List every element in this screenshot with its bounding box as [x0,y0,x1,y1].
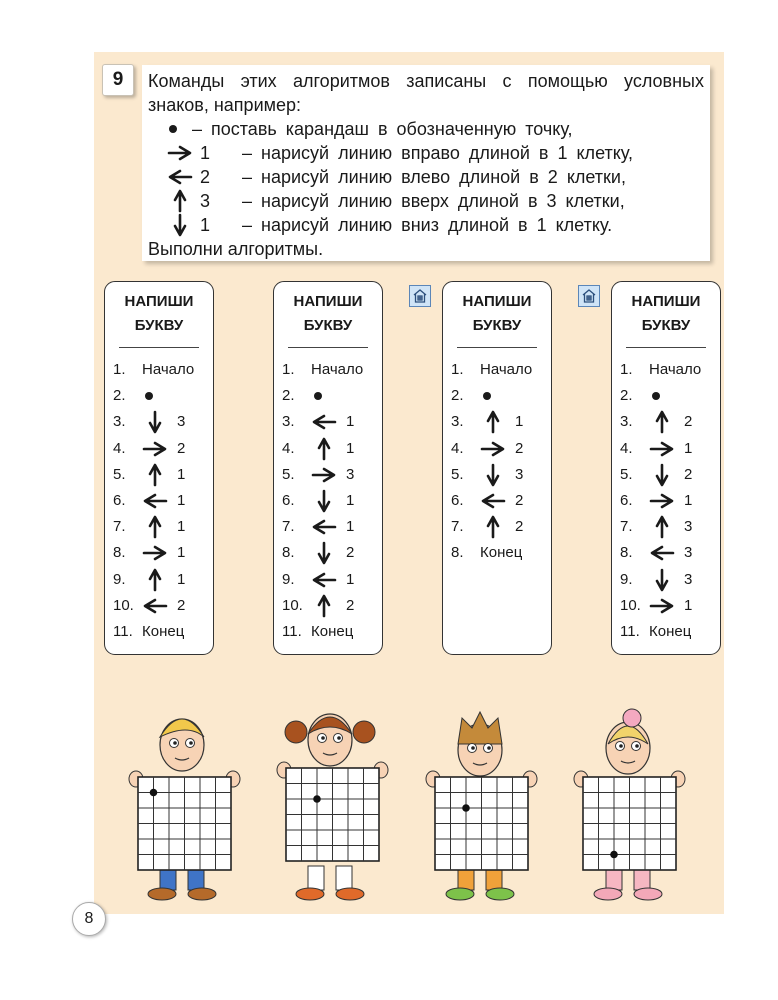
step-count: 3 [684,544,693,562]
step-count: 3 [684,570,693,588]
algorithm-step [105,489,215,513]
algorithm-step [105,437,215,461]
algorithm-step [443,384,553,408]
card-divider [626,347,706,348]
intro-line-2: знаков, например: [148,95,302,115]
step-number: 1. [282,361,295,378]
dot-icon [311,384,329,408]
step-number: 3. [451,413,464,431]
arrow-right-icon [310,463,338,487]
step-count: 1 [515,413,524,431]
step-number: 4. [451,439,464,457]
step-count: 1 [177,544,186,562]
arrow-up-icon [310,437,338,461]
step-number: 9. [113,570,126,588]
card-title [443,290,551,338]
card-title-line-1: НАПИШИ [462,293,532,310]
algorithm-step [105,463,215,487]
step-number: 6. [451,492,464,509]
step-count: 1 [684,596,693,614]
algorithm-card [611,281,721,655]
algorithm-step [443,410,553,434]
algorithm-step [274,568,384,592]
step-count: 3 [177,413,186,431]
card-divider [457,347,537,348]
step-number: 8. [451,544,464,562]
step-count: 2 [346,596,355,614]
algorithm-step [274,594,384,618]
algorithm-step [612,384,722,408]
step-count: 1 [346,492,355,509]
algorithm-step [443,541,553,565]
step-number: 5. [282,465,295,483]
algorithm-step [612,463,722,487]
card-title-line-2: БУКВУ [472,317,522,334]
arrow-left-icon [310,515,338,539]
dot-icon [480,384,498,408]
step-number: 9. [282,570,295,588]
arrow-left-icon [141,489,169,513]
step-text: Конец [142,623,185,640]
legend-count: 3 [200,191,211,211]
algorithm-step [612,568,722,592]
algorithm-step [105,515,215,539]
step-number: 4. [620,439,633,457]
arrow-right-icon [479,437,507,461]
algorithm-step [612,515,722,539]
step-number: 1. [620,361,633,378]
arrow-up-icon [310,594,338,618]
step-text: Начало [649,361,702,378]
step-count: 3 [346,465,355,483]
step-count: 2 [515,518,524,536]
card-title-line-1: НАПИШИ [631,293,701,310]
arrow-down-icon [648,463,676,487]
step-number: 3. [113,413,126,431]
dot-icon [649,384,667,408]
algorithm-step [105,541,215,565]
arrow-up-icon [141,568,169,592]
start-dot [462,804,470,812]
card-title [612,290,720,338]
step-count: 1 [177,465,186,483]
algorithm-step [443,515,553,539]
step-text: Начало [142,361,195,378]
legend-count: 1 [200,215,211,235]
algorithm-step [105,410,215,434]
step-count: 3 [515,465,524,483]
step-number: 1. [451,361,464,378]
step-number: 11. [282,623,302,640]
algorithm-step [274,437,384,461]
step-number: 1. [113,361,126,378]
card-divider [119,347,199,348]
step-count: 1 [177,518,186,536]
step-number: 5. [620,465,633,483]
arrow-down-icon [310,541,338,565]
legend-row [148,213,704,237]
step-count: 1 [684,439,693,457]
step-number: 11. [113,623,133,640]
dot-icon [142,384,160,408]
task-instructions [142,65,710,261]
step-count: 2 [684,465,693,483]
card-title [274,290,382,338]
step-count: 1 [177,570,186,588]
legend-description: – нарисуй линию влево длиной в 2 клетки, [242,167,626,187]
algorithm-step [443,489,553,513]
legend-row [148,165,704,189]
step-number: 4. [282,439,295,457]
algorithm-step [274,358,384,382]
legend-count: 2 [200,167,211,187]
algorithm-step [105,568,215,592]
step-number: 10. [282,596,303,614]
algorithm-step [612,620,722,644]
algorithm-step [105,358,215,382]
task-number: 9 [102,64,134,96]
algorithm-step [612,541,722,565]
card-title-line-1: НАПИШИ [124,293,194,310]
arrow-left-icon [310,568,338,592]
algorithm-step [443,358,553,382]
step-number: 3. [620,413,633,431]
card-divider [288,347,368,348]
algorithm-step [612,358,722,382]
arrow-up-icon [141,463,169,487]
start-dot [313,795,321,803]
algorithm-step [105,384,215,408]
arrow-left-icon [648,541,676,565]
page-number: 8 [72,902,106,936]
step-count: 2 [515,439,524,457]
algorithm-step [274,541,384,565]
closing-instruction: Выполни алгоритмы. [148,239,324,259]
arrow-up-icon [141,515,169,539]
step-count: 2 [515,492,524,509]
step-number: 2. [113,387,126,405]
arrow-left-icon [479,489,507,513]
algorithm-card [273,281,383,655]
drawing-grid[interactable] [285,767,380,862]
algorithm-step [612,489,722,513]
step-count: 3 [684,518,693,536]
algorithm-step [274,515,384,539]
step-count: 1 [346,439,355,457]
algorithm-step [274,620,384,644]
step-number: 5. [451,465,464,483]
legend-count: 1 [200,143,211,163]
legend-description: – нарисуй линию вверх длиной в 3 клетки, [242,191,625,211]
arrow-down-icon [479,463,507,487]
card-title-line-2: БУКВУ [303,317,353,334]
symbol-legend [148,117,704,237]
step-number: 11. [620,623,640,640]
card-title-line-1: НАПИШИ [293,293,363,310]
step-count: 1 [684,492,693,509]
step-count: 2 [177,439,186,457]
legend-row [148,117,704,141]
algorithm-step [443,463,553,487]
arrow-up-icon [648,515,676,539]
step-text: Конец [649,623,692,640]
step-number: 7. [282,518,295,536]
drawing-grid[interactable] [582,776,677,871]
step-number: 10. [620,596,641,614]
algorithm-step [105,594,215,618]
step-number: 4. [113,439,126,457]
algorithm-step [612,410,722,434]
arrow-right-icon [648,489,676,513]
step-text: Начало [311,361,364,378]
homework-house-icon [578,285,600,307]
start-dot [610,851,618,859]
step-number: 10. [113,596,134,614]
step-number: 8. [282,544,295,562]
algorithm-card [104,281,214,655]
drawing-grid[interactable] [434,776,529,871]
homework-house-icon [409,285,431,307]
intro-line-1: Команды этих алгоритмов записаны с помощью условных [148,71,704,91]
step-number: 3. [282,413,295,431]
arrow-up-icon [648,410,676,434]
arrow-right-icon [141,437,169,461]
legend-description: – поставь карандаш в обозначенную точку, [192,119,573,139]
legend-row [148,141,704,165]
arrow-down-icon [648,568,676,592]
step-number: 5. [113,465,126,483]
arrow-right-icon [141,541,169,565]
step-count: 2 [177,596,186,614]
step-count: 1 [346,413,355,431]
algorithm-step [274,489,384,513]
arrow-left-icon [141,594,169,618]
step-number: 6. [113,492,126,509]
legend-description: – нарисуй линию вниз длиной в 1 клетку. [242,215,613,235]
legend-row [148,189,704,213]
step-number: 6. [620,492,633,509]
step-text: Конец [311,623,354,640]
step-number: 9. [620,570,633,588]
algorithm-step [612,594,722,618]
algorithm-step [105,620,215,644]
step-count: 1 [346,570,355,588]
algorithm-step [274,410,384,434]
step-number: 2. [282,387,295,405]
arrow-down-icon [310,489,338,513]
arrow-right-icon [648,437,676,461]
step-number: 2. [620,387,633,405]
step-number: 6. [282,492,295,509]
step-count: 2 [684,413,693,431]
start-dot [150,789,158,797]
card-title [105,290,213,338]
legend-description: – нарисуй линию вправо длиной в 1 клетку, [242,143,633,163]
algorithm-step [443,437,553,461]
step-count: 2 [346,544,355,562]
step-number: 7. [113,518,126,536]
step-number: 2. [451,387,464,405]
step-number: 8. [113,544,126,562]
step-count: 1 [177,492,186,509]
step-text: Начало [480,361,533,378]
card-title-line-2: БУКВУ [134,317,184,334]
card-title-line-2: БУКВУ [641,317,691,334]
algorithm-step [274,463,384,487]
step-number: 7. [451,518,464,536]
arrow-right-icon [648,594,676,618]
step-number: 7. [620,518,633,536]
algorithm-step [612,437,722,461]
arrow-up-icon [479,515,507,539]
arrow-left-icon [310,410,338,434]
step-text: Конец [480,544,523,562]
arrow-down-icon [141,410,169,434]
arrow-up-icon [479,410,507,434]
algorithm-step [274,384,384,408]
drawing-grid[interactable] [137,776,232,871]
step-count: 1 [346,518,355,536]
algorithm-card [442,281,552,655]
step-number: 8. [620,544,633,562]
